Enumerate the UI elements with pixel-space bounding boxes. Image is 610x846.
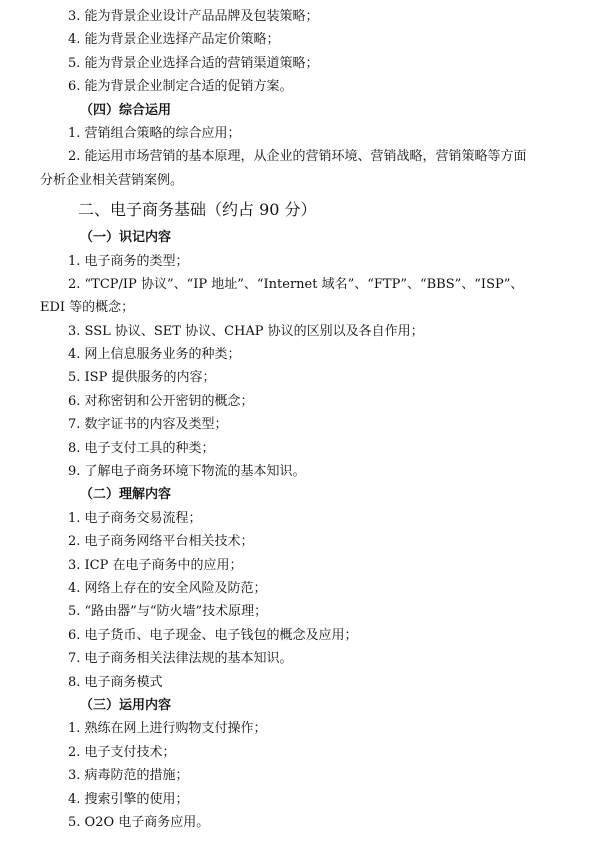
list-item: 7. 数字证书的内容及类型；: [68, 417, 228, 433]
list-item: 4. 网络上存在的安全风险及防范；: [68, 580, 267, 596]
list-item: 4. 搜索引擎的使用；: [68, 791, 189, 807]
list-item: 7. 电子商务相关法律法规的基本知识。: [68, 651, 293, 667]
subheading-understand: （二）理解内容: [80, 487, 172, 503]
list-item: 8. 电子商务模式: [68, 674, 163, 690]
list-item: 9. 了解电子商务环境下物流的基本知识。: [68, 464, 306, 480]
list-item: 5. 能为背景企业选择合适的营销渠道策略；: [68, 55, 319, 71]
list-item: 5. ISP 提供服务的内容；: [68, 370, 216, 386]
section-title-ecommerce: 二、电子商务基础（约占 90 分）: [78, 200, 317, 220]
list-item: 3. ICP 在电子商务中的应用；: [68, 557, 243, 573]
list-item: 3. 病毒防范的措施；: [68, 768, 189, 784]
list-item-continuation: 分析企业相关营销案例。: [40, 172, 184, 188]
list-item: 4. 能为背景企业选择产品定价策略；: [68, 32, 280, 48]
list-item: 4. 网上信息服务业务的种类；: [68, 347, 241, 363]
list-item: 6. 电子货币、电子现金、电子钱包的概念及应用；: [68, 627, 358, 643]
subheading-apply: （三）运用内容: [80, 697, 172, 713]
list-item: 6. 对称密钥和公开密钥的概念；: [68, 393, 254, 409]
list-item: 1. 电子商务交易流程；: [68, 510, 202, 526]
list-item: 5. O2O 电子商务应用。: [68, 814, 210, 830]
list-item: 1. 熟练在网上进行购物支付操作；: [68, 721, 267, 737]
list-item-continuation: EDI 等的概念；: [40, 300, 135, 316]
list-item: 2. 电子商务网络平台相关技术；: [68, 534, 254, 550]
list-item: 2. 能运用市场营销的基本原理，从企业的营销环境、营销战略，营销策略等方面: [68, 149, 527, 165]
list-item: 1. 电子商务的类型；: [68, 253, 189, 269]
list-item: 5. “路由器”与“防火墙”技术原理；: [68, 604, 268, 620]
list-item: 3. SSL 协议、SET 协议、CHAP 协议的区别以及各自作用；: [68, 323, 424, 339]
list-item: 3. 能为背景企业设计产品品牌及包装策略；: [68, 9, 319, 24]
list-item: 8. 电子支付工具的种类；: [68, 440, 215, 456]
list-item: 1. 营销组合策略的综合应用；: [68, 125, 241, 141]
list-item: 2. “TCP/IP 协议”、“IP 地址”、“Internet 域名”、“FTP”、“BBS”、“ISP”、: [68, 276, 524, 292]
list-item: 2. 电子支付技术；: [68, 744, 176, 760]
subheading-integrated-use: （四）综合运用: [80, 102, 172, 118]
subheading-memorize: （一）识记内容: [80, 230, 172, 246]
list-item: 6. 能为背景企业制定合适的促销方案。: [68, 79, 293, 95]
